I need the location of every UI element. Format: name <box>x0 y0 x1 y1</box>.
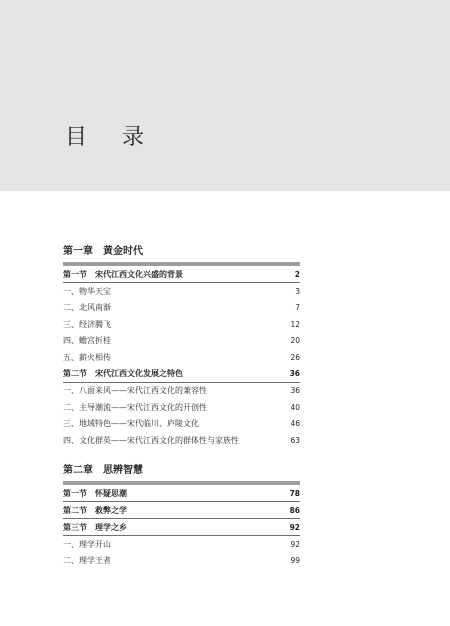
toc-page-number: 92 <box>289 522 300 532</box>
toc-page-number: 36 <box>289 369 300 378</box>
header-band <box>0 0 450 191</box>
toc-entry-label: 一、理学开山 <box>63 539 111 549</box>
page-title: 目 录 <box>65 125 158 150</box>
toc-entry-label: 第一节 怀疑思潮 <box>63 487 127 498</box>
toc-item-row[interactable] <box>63 432 300 449</box>
toc-entry-label: 二、主导潮流——宋代江西文化的开创性 <box>63 402 207 412</box>
toc-item-row[interactable] <box>63 349 300 366</box>
toc-entry-label: 二、北风南渐 <box>63 303 111 313</box>
toc-item-row[interactable] <box>63 283 300 300</box>
toc-list <box>63 485 300 569</box>
toc-entry-label: 第三节 理学之乡 <box>63 521 127 532</box>
toc-entry-label: 二、理学王者 <box>63 556 111 566</box>
chapter-1 <box>63 245 300 449</box>
toc-page-number: 92 <box>290 539 300 549</box>
toc-entry-label: 四、蟾宫折桂 <box>63 336 111 346</box>
toc-entry-label: 第二节 救弊之学 <box>63 504 127 515</box>
toc-list <box>63 266 300 449</box>
chapter-title: 第一章 黄金时代 <box>63 246 143 257</box>
toc-page-number: 26 <box>290 352 300 362</box>
toc-entry-label: 第一节 宋代江西文化兴盛的背景 <box>63 268 183 279</box>
toc-entry-label: 第二节 宋代江西文化发展之特色 <box>63 368 183 378</box>
toc-entry-label: 一、物华天宝 <box>63 286 111 296</box>
toc-section-row[interactable] <box>63 485 300 502</box>
toc-section-row[interactable] <box>63 519 300 536</box>
toc-item-row[interactable] <box>63 333 300 350</box>
toc-page-number: 3 <box>295 286 300 296</box>
toc-item-row[interactable] <box>63 383 300 400</box>
toc-page-number: 7 <box>295 303 300 313</box>
toc-item-row[interactable] <box>63 399 300 416</box>
toc-item-row[interactable] <box>63 416 300 433</box>
toc-item-row[interactable] <box>63 536 300 553</box>
toc-page-number: 12 <box>290 319 300 329</box>
chapter-title: 第二章 思辨智慧 <box>63 465 143 476</box>
toc-item-row[interactable] <box>63 300 300 317</box>
toc-entry-label: 三、经济腾飞 <box>63 319 111 329</box>
toc-page-number: 40 <box>290 402 300 412</box>
toc-section-row[interactable] <box>63 366 300 383</box>
toc-entry-label: 三、地域特色——宋代临川、庐陵文化 <box>63 419 199 429</box>
toc-section-row[interactable] <box>63 502 300 519</box>
toc-item-row[interactable] <box>63 316 300 333</box>
chapter-2 <box>63 464 300 569</box>
toc-item-row[interactable] <box>63 553 300 570</box>
toc-page-number: 46 <box>290 419 300 429</box>
toc-section-row[interactable] <box>63 266 300 283</box>
toc-page-number: 99 <box>290 556 300 566</box>
toc-entry-label: 四、文化群英——宋代江西文化的群体性与家族性 <box>63 435 239 445</box>
toc-page-number: 2 <box>294 269 300 279</box>
toc-page-number: 63 <box>290 435 300 445</box>
toc-page-number: 86 <box>289 505 300 515</box>
toc-page-number: 36 <box>290 386 300 396</box>
toc-page-number: 20 <box>290 336 300 346</box>
toc-entry-label: 一、八面来风——宋代江西文化的兼容性 <box>63 386 207 396</box>
toc-page-number: 78 <box>289 488 300 498</box>
toc-entry-label: 五、薪火相传 <box>63 352 111 362</box>
